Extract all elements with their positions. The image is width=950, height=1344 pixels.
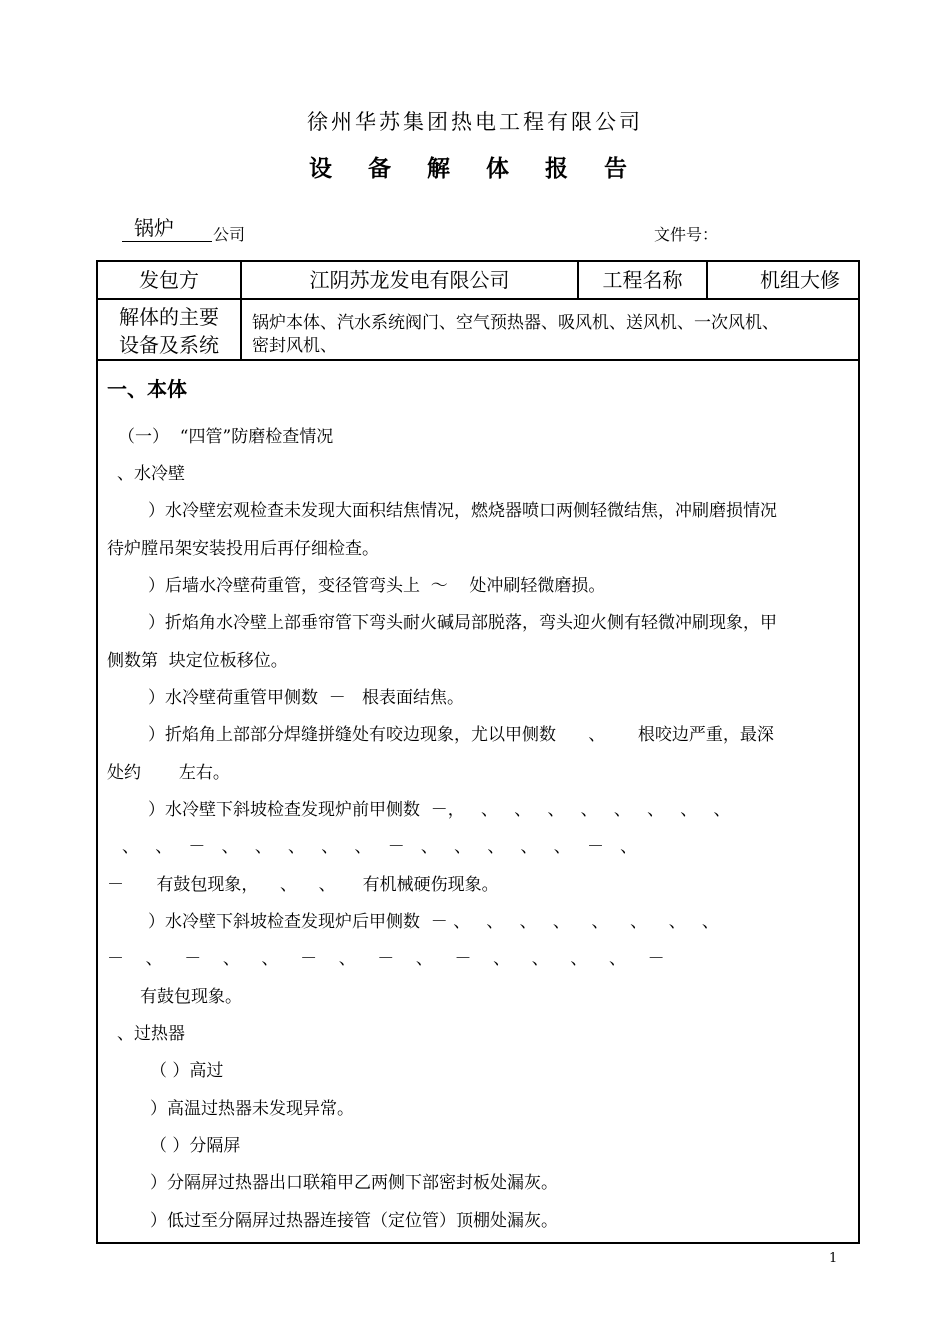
item-heading: 、水冷壁 (117, 464, 185, 484)
body-line: ）后墙水冷壁荷重管，变径管弯头上 ～ 处冲刷轻微磨损。 (148, 576, 606, 596)
subsection-heading: （一） “四管”防磨检查情况 (118, 427, 334, 447)
department-underline (122, 241, 212, 242)
contractor-value: 江阴苏龙发电有限公司 (309, 268, 510, 292)
department-suffix: 公司 (213, 225, 246, 244)
body-line: ）水冷壁下斜坡检查发现炉前甲侧数 －， 、 、 、 、 、 、 、 、 (148, 800, 731, 820)
scope-value-line2: 密封风机、 (252, 336, 337, 356)
body-line: （ ）高过 (150, 1061, 224, 1081)
body-line: － 、 － 、 、 － 、 － 、 － 、 、 、 、 － (107, 949, 665, 969)
body-line: 、 、 － 、 、 、 、 、 － 、 、 、 、 、 － 、 (122, 837, 638, 857)
table-divider (96, 359, 860, 361)
body-line: 处约 左右。 (107, 763, 230, 783)
body-line: （ ）分隔屏 (150, 1136, 241, 1156)
page-number: 1 (829, 1251, 838, 1266)
body-line: ）水冷壁荷重管甲侧数 － 根表面结焦。 (148, 688, 465, 708)
body-line: ）水冷壁下斜坡检查发现炉后甲侧数 － 、 、 、 、 、 、 、 、 (148, 912, 719, 932)
contractor-label: 发包方 (139, 268, 199, 292)
company-name: 徐州华苏集团热电工程有限公司 (307, 110, 643, 134)
scope-value-line1: 锅炉本体、汽水系统阀门、空气预热器、吸风机、送风机、一次风机、 (252, 313, 779, 333)
body-line: ）水冷壁宏观检查未发现大面积结焦情况，燃烧器喷口两侧轻微结焦，冲刷磨损情况 (148, 501, 777, 521)
body-line: 侧数第 块定位板移位。 (107, 651, 288, 671)
table-divider (96, 298, 860, 300)
department-name: 锅炉 (134, 216, 174, 240)
body-line: 待炉膛吊架安装投用后再仔细检查。 (107, 539, 379, 559)
file-number-label: 文件号： (654, 225, 719, 244)
body-line: ）低过至分隔屏过热器连接管（定位管）顶棚处漏灰。 (150, 1211, 558, 1231)
scope-label-line1: 解体的主要 (119, 305, 219, 329)
scope-label-line2: 设备及系统 (119, 333, 219, 357)
project-label: 工程名称 (602, 268, 683, 292)
body-line: ）分隔屏过热器出口联箱甲乙两侧下部密封板处漏灰。 (150, 1173, 558, 1193)
body-line: 有鼓包现象。 (140, 987, 242, 1007)
project-value (708, 264, 856, 293)
body-line: ）折焰角水冷壁上部垂帘管下弯头耐火碱局部脱落，弯头迎火侧有轻微冲刷现象，甲 (148, 613, 777, 633)
report-title: 设 备 解 体 报 告 (308, 156, 642, 182)
body-line: ）折焰角上部部分焊缝拼缝处有咬边现象，尤以甲侧数 、 根咬边严重，最深 (148, 725, 774, 745)
item-heading: 、过热器 (117, 1024, 185, 1044)
project-value-text: 机组大修 (760, 268, 840, 292)
body-line: － 有鼓包现象， 、 、 有机械硬伤现象。 (107, 875, 499, 895)
section-title: 一、本体 (107, 377, 187, 401)
body-line: ）高温过热器未发现异常。 (150, 1099, 354, 1119)
